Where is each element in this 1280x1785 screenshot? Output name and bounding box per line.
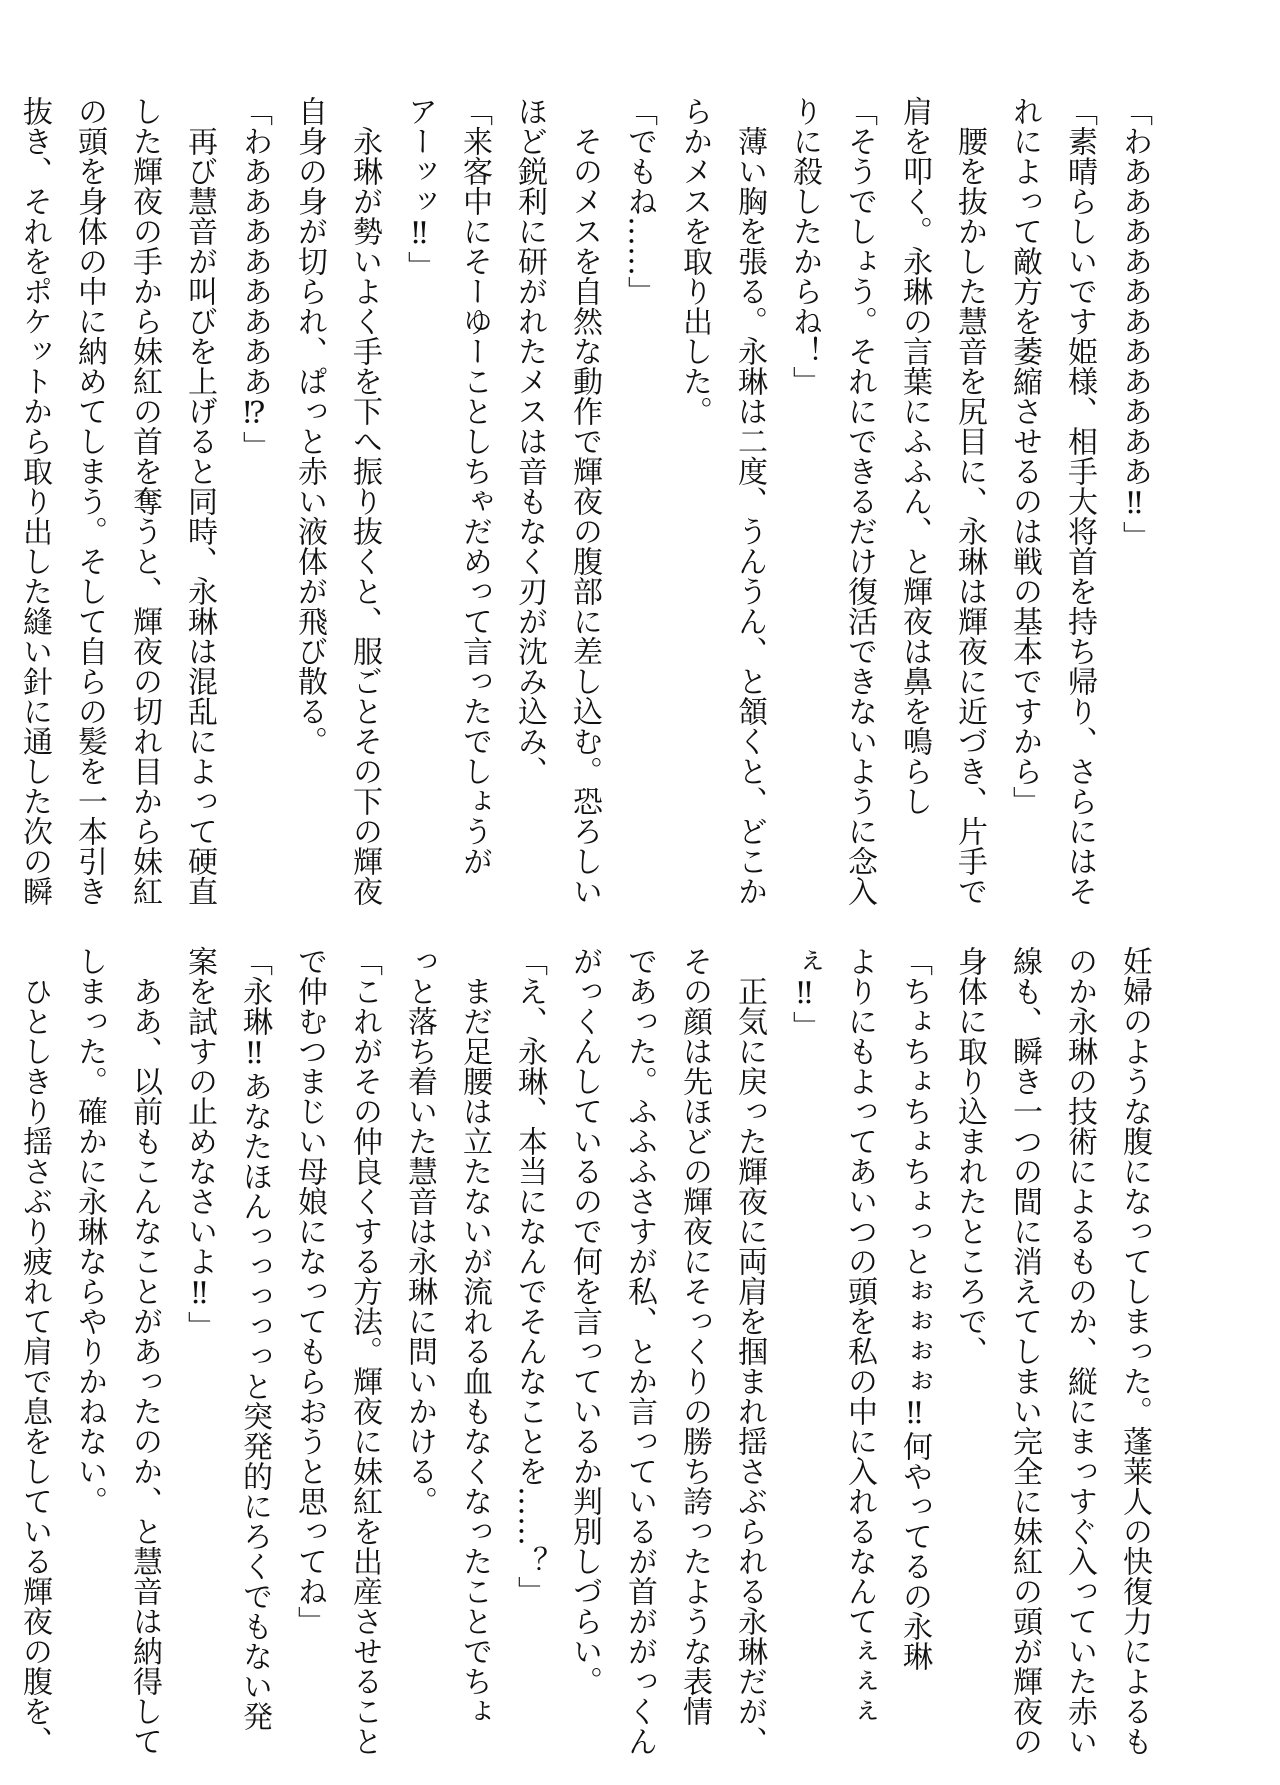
text-line: 「え、永琳、本当になんでそんなことを……？」 [512,946,547,1606]
text-line: の頭を身体の中に納めてしまう。そして自らの髪を一本引き [72,96,107,906]
text-line [0,96,7,886]
text-line: よりにもよってあいつの頭を私の中に入れるなんてぇぇぇ [842,946,877,1726]
text-line: ひとしきり揺さぶり疲れて肩で息をしている輝夜の腹を、 [17,946,52,1756]
text-line: れによって敵方を萎縮させるのは戦の基本ですから」 [1007,96,1042,816]
text-line: ほど鋭利に研がれたメスは音もなく刃が沈み込み、 [512,96,547,786]
text-line: 「素晴らしいです姫様、相手大将首を持ち帰り、さらにはそ [1062,96,1097,906]
text-line: りに殺したからね！」 [787,96,822,396]
text-line: 案を試すの止めなさいよ‼」 [182,946,217,1341]
text-line: 「来客中にそーゆーことしちゃだめって言ったでしょうが [457,96,492,876]
text-line: 「永琳‼あなたほんっっっっっと突発的にろくでもない発 [237,946,272,1731]
text-block-top [17,96,1162,906]
text-line: であった。ふふふさすが私、とか言っているが首ががっくん [622,946,657,1756]
text-line: ぇ‼」 [787,946,822,1041]
text-line: 肩を叩く。永琳の言葉にふふん、と輝夜は鼻を鳴らし [897,96,932,816]
text-line: 「わあああああああああああ‼」 [1117,96,1152,551]
text-line: 「ちょちょちょちょっとぉぉぉぉ‼何やってるの永琳 [897,946,932,1671]
text-line: 「そうでしょう。それにできるだけ復活できないように念入 [842,96,877,906]
text-line: 正気に戻った輝夜に両肩を掴まれ揺さぶられる永琳だが、 [732,946,767,1756]
text-line: 薄い胸を張る。永琳は二度、うんうん、と頷くと、どこか [732,96,767,906]
text-line: 腰を抜かした慧音を尻目に、永琳は輝夜に近づき、片手で [952,96,987,906]
text-line: 線も、瞬き一つの間に消えてしまい完全に妹紅の頭が輝夜の [1007,946,1042,1756]
text-line: 「これがその仲良くする方法。輝夜に妹紅を出産させること [347,946,382,1756]
text-block-bottom [17,946,1162,1756]
text-line: そのメスを自然な動作で輝夜の腹部に差し込む。恐ろしい [567,96,602,906]
text-line: のか永琳の技術によるものか、縦にまっすぐ入っていた赤い [1062,946,1097,1756]
text-line: 自身の身が切られ、ぱっと赤い液体が飛び散る。 [292,96,327,756]
text-line: らかメスを取り出した。 [677,96,712,426]
text-line: がっくんしているので何を言っているか判別しづらい。 [567,946,602,1696]
text-line: で仲むつまじい母娘になってもらおうと思ってね」 [292,946,327,1636]
text-line: しまった。確かに永琳ならやりかねない。 [72,946,107,1516]
text-line: ああ、以前もこんなことがあったのか、と慧音は納得して [127,946,162,1756]
text-line: した輝夜の手から妹紅の首を奪うと、輝夜の切れ目から妹紅 [127,96,162,906]
text-line: 永琳が勢いよく手を下へ振り抜くと、服ごとその下の輝夜 [347,96,382,906]
text-line: アーッッ‼」 [402,96,437,281]
text-line: 妊婦のような腹になってしまった。蓬莱人の快復力によるも [1117,946,1152,1756]
text-line: 「わああああああああ⁉」 [237,96,272,461]
text-line: その顔は先ほどの輝夜にそっくりの勝ち誇ったような表情 [677,946,712,1726]
text-line: 身体に取り込まれたところで、 [952,946,987,1366]
text-line [0,946,7,1736]
text-line: っと落ち着いた慧音は永琳に問いかける。 [402,946,437,1516]
text-line: まだ足腰は立たないが流れる血もなくなったことでちょ [457,946,492,1726]
text-line: 「でもね……」 [622,96,657,306]
text-line: 再び慧音が叫びを上げると同時、永琳は混乱によって硬直 [182,96,217,906]
text-line: 抜き、それをポケットから取り出した縫い針に通した次の瞬 [17,96,52,906]
